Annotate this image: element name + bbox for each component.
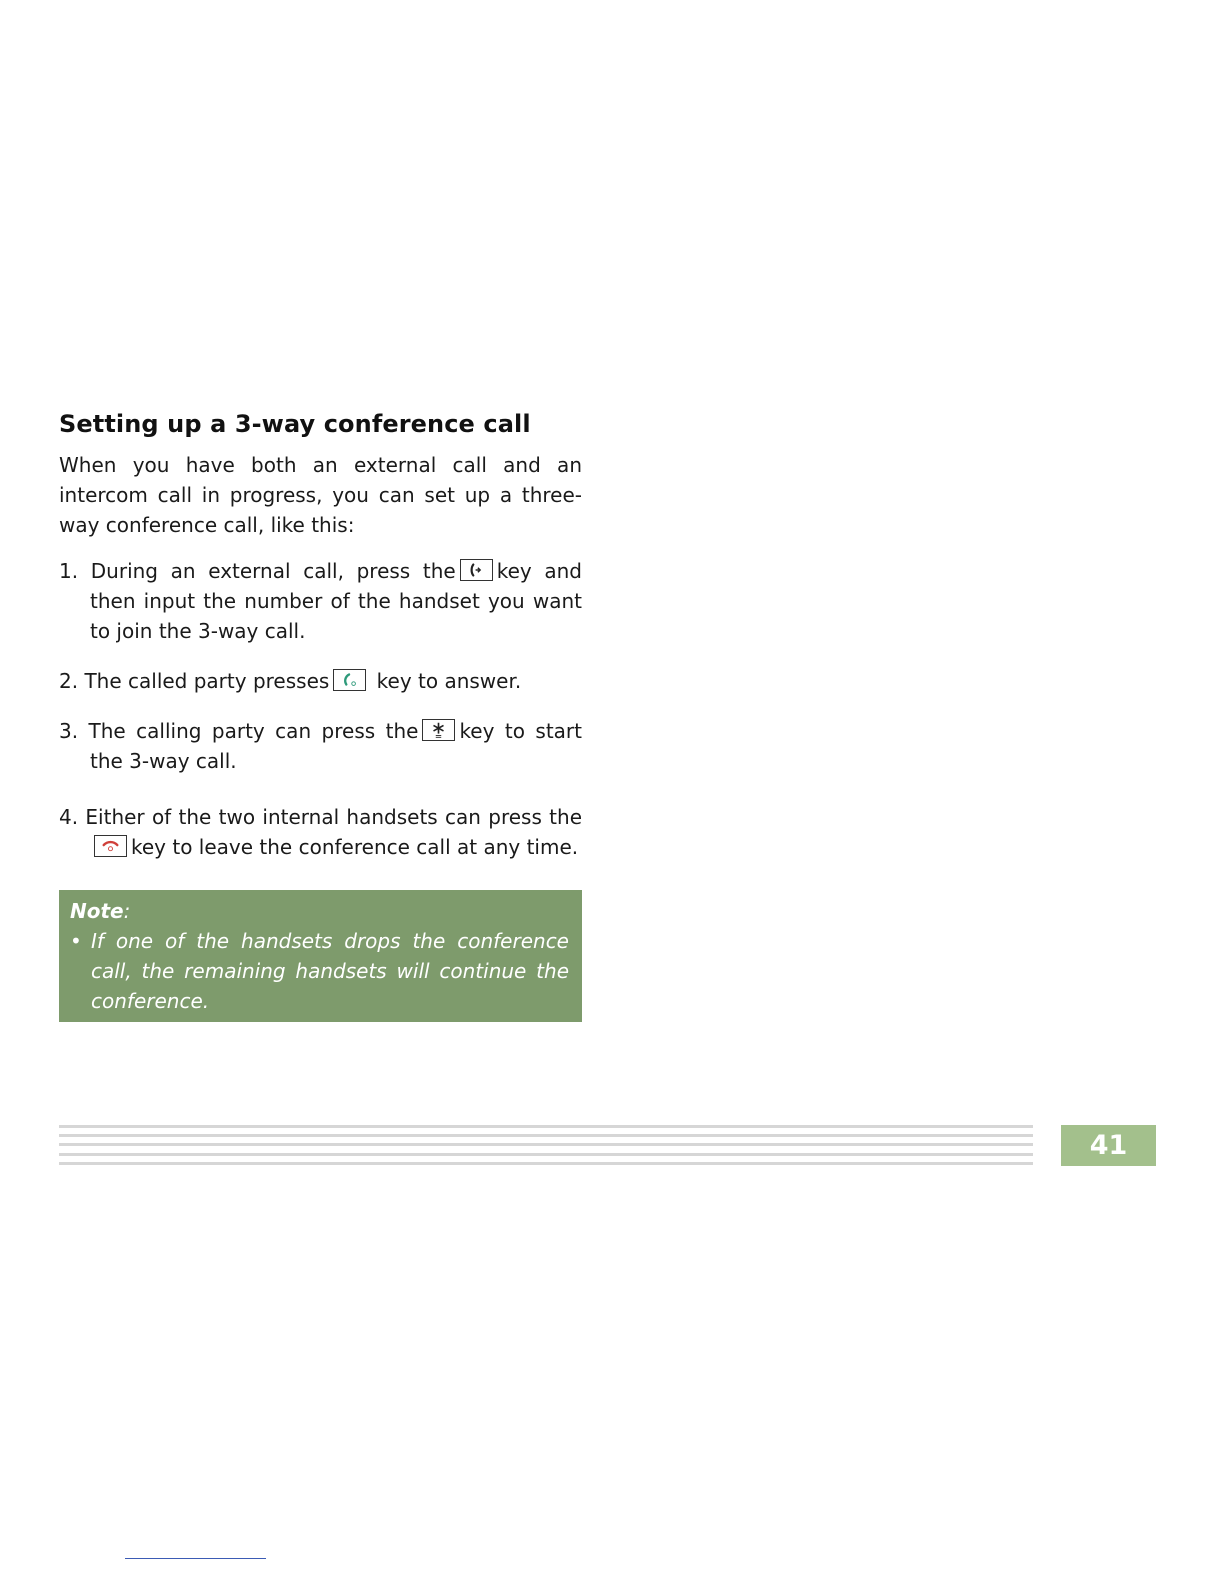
intro-paragraph: When you have both an external call and an intercom call in progress, you can set up a three-way conference call, like this:: [59, 453, 582, 537]
step-2: [59, 666, 582, 696]
step-text-after: key to answer.: [376, 669, 522, 693]
step-number: 4.: [59, 805, 79, 829]
step-text-after: key and then input the number of the handset you want to join the 3-way call.: [90, 559, 583, 643]
step-number: 2.: [59, 669, 79, 693]
step-text-before: The calling party can press the: [88, 719, 419, 743]
note-title: Note: [70, 899, 124, 923]
footer-rule-lines: [59, 1125, 1033, 1167]
step-number: 1.: [59, 559, 79, 583]
step-text-before: During an external call, press the: [90, 559, 456, 583]
footer-rule: [59, 1153, 1033, 1156]
talk-key-icon: [333, 669, 366, 691]
section-heading: Setting up a 3-way conference call: [59, 410, 531, 438]
page-number-badge: 41: [1061, 1125, 1156, 1166]
note-colon: :: [123, 899, 131, 923]
step-text-before: The called party presses: [84, 669, 330, 693]
step-1: [59, 556, 582, 646]
bullet-icon: •: [70, 929, 82, 953]
step-3: [59, 716, 582, 776]
note-heading: [70, 896, 569, 926]
footer-rule: [59, 1125, 1033, 1128]
note-box: [59, 890, 582, 1022]
footer-rule: [59, 1134, 1033, 1137]
bottom-divider: [125, 1558, 266, 1559]
note-item-text: If one of the handsets drops the conference call, the remaining handsets will continue the conference.: [91, 929, 569, 1013]
star-key-icon: [422, 719, 455, 741]
intercom-key-icon: [460, 559, 493, 581]
footer-rule: [59, 1143, 1033, 1146]
step-number: 3.: [59, 719, 79, 743]
step-text-after: key to start the 3-way call.: [90, 719, 582, 773]
step-4: [59, 802, 582, 862]
step-text-before: Either of the two internal handsets can press the: [85, 805, 582, 829]
footer-rule: [59, 1162, 1033, 1165]
page-content: [59, 410, 582, 1022]
step-text-after: key to leave the conference call at any time.: [131, 835, 579, 859]
end-call-key-icon: [94, 835, 127, 857]
note-item: [70, 926, 569, 1016]
